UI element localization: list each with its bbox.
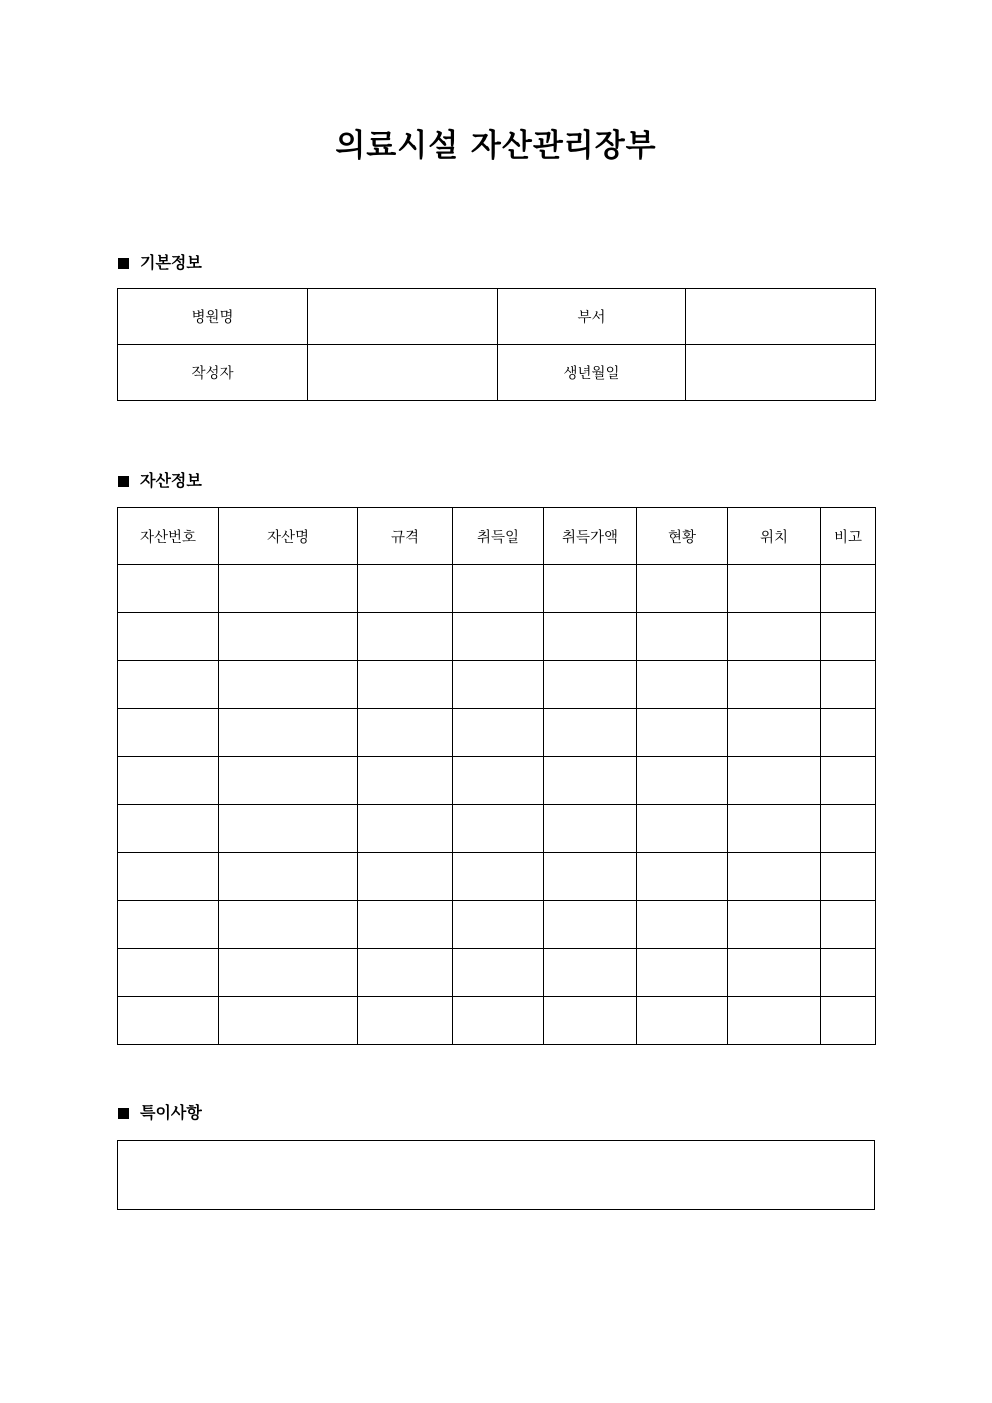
asset-cell[interactable] [358,901,453,949]
asset-cell[interactable] [637,613,728,661]
asset-cell[interactable] [637,805,728,853]
table-row [118,949,876,997]
asset-cell[interactable] [453,805,544,853]
section-heading-label: 특이사항 [140,1103,202,1122]
section-heading-notes [118,1105,202,1121]
square-bullet-icon [118,476,129,487]
asset-cell[interactable] [358,949,453,997]
asset-cell[interactable] [219,661,358,709]
asset-cell[interactable] [637,949,728,997]
table-row [118,709,876,757]
asset-cell[interactable] [118,709,219,757]
asset-cell[interactable] [118,997,219,1045]
asset-cell[interactable] [728,709,821,757]
asset-cell[interactable] [821,613,876,661]
asset-cell[interactable] [728,997,821,1045]
field-birth-date[interactable] [686,345,876,401]
asset-cell[interactable] [219,613,358,661]
asset-cell[interactable] [219,565,358,613]
asset-cell[interactable] [728,661,821,709]
asset-cell[interactable] [219,709,358,757]
asset-cell[interactable] [219,949,358,997]
asset-cell[interactable] [544,709,637,757]
asset-cell[interactable] [821,757,876,805]
asset-cell[interactable] [358,661,453,709]
asset-cell[interactable] [219,757,358,805]
asset-cell[interactable] [219,805,358,853]
asset-cell[interactable] [453,709,544,757]
column-header-remarks: 비고 [821,508,876,565]
notes-textarea[interactable] [117,1140,875,1210]
basic-info-table [117,288,876,401]
square-bullet-icon [118,1108,129,1119]
asset-cell[interactable] [544,949,637,997]
table-row [118,997,876,1045]
asset-cell[interactable] [637,661,728,709]
asset-cell[interactable] [118,853,219,901]
asset-cell[interactable] [358,613,453,661]
table-row [118,757,876,805]
asset-cell[interactable] [118,949,219,997]
asset-cell[interactable] [358,805,453,853]
asset-cell[interactable] [637,997,728,1045]
asset-cell[interactable] [219,997,358,1045]
asset-cell[interactable] [637,709,728,757]
asset-cell[interactable] [544,565,637,613]
label-department: 부서 [498,289,686,345]
label-birth-date: 생년월일 [498,345,686,401]
asset-info-table [117,507,876,1045]
asset-cell[interactable] [728,901,821,949]
asset-cell[interactable] [637,565,728,613]
asset-cell[interactable] [453,565,544,613]
field-department[interactable] [686,289,876,345]
column-header-acquisition-amount: 취득가액 [544,508,637,565]
label-hospital-name: 병원명 [118,289,308,345]
asset-cell[interactable] [821,709,876,757]
table-row [118,613,876,661]
field-hospital-name[interactable] [308,289,498,345]
asset-cell[interactable] [728,565,821,613]
column-header-location: 위치 [728,508,821,565]
asset-cell[interactable] [544,997,637,1045]
asset-cell[interactable] [118,565,219,613]
table-header-row [118,508,876,565]
asset-cell[interactable] [219,853,358,901]
column-header-acquisition-date: 취득일 [453,508,544,565]
column-header-asset-number: 자산번호 [118,508,219,565]
asset-cell[interactable] [358,853,453,901]
asset-cell[interactable] [358,565,453,613]
asset-cell[interactable] [544,757,637,805]
asset-cell[interactable] [728,853,821,901]
table-row [118,805,876,853]
asset-cell[interactable] [118,661,219,709]
asset-cell[interactable] [453,613,544,661]
asset-cell[interactable] [728,757,821,805]
asset-cell[interactable] [544,661,637,709]
field-author[interactable] [308,345,498,401]
asset-cell[interactable] [821,661,876,709]
asset-cell[interactable] [544,613,637,661]
asset-cell[interactable] [118,901,219,949]
section-heading-label: 자산정보 [140,471,202,490]
asset-cell[interactable] [821,853,876,901]
asset-cell[interactable] [358,757,453,805]
table-row [118,901,876,949]
asset-cell[interactable] [453,757,544,805]
asset-cell[interactable] [358,997,453,1045]
section-heading-asset-info [118,473,202,489]
table-row [118,289,876,345]
table-row [118,565,876,613]
asset-cell[interactable] [118,805,219,853]
label-author: 작성자 [118,345,308,401]
asset-cell[interactable] [544,853,637,901]
asset-cell[interactable] [821,949,876,997]
column-header-status: 현황 [637,508,728,565]
asset-cell[interactable] [453,949,544,997]
asset-cell[interactable] [821,901,876,949]
asset-cell[interactable] [637,757,728,805]
asset-cell[interactable] [358,709,453,757]
asset-cell[interactable] [728,805,821,853]
section-heading-basic-info [118,255,202,271]
table-row [118,345,876,401]
asset-cell[interactable] [453,853,544,901]
column-header-asset-name: 자산명 [219,508,358,565]
asset-cell[interactable] [821,805,876,853]
asset-cell[interactable] [453,901,544,949]
asset-cell[interactable] [453,997,544,1045]
table-row [118,661,876,709]
page-title: 의료시설 자산관리장부 [335,128,657,164]
asset-cell[interactable] [728,613,821,661]
square-bullet-icon [118,258,129,269]
column-header-specification: 규격 [358,508,453,565]
asset-cell[interactable] [637,901,728,949]
asset-cell[interactable] [821,997,876,1045]
asset-cell[interactable] [821,565,876,613]
asset-cell[interactable] [219,901,358,949]
asset-cell[interactable] [544,901,637,949]
asset-cell[interactable] [118,613,219,661]
asset-cell[interactable] [453,661,544,709]
asset-cell[interactable] [637,853,728,901]
asset-cell[interactable] [544,805,637,853]
table-row [118,853,876,901]
asset-cell[interactable] [728,949,821,997]
section-heading-label: 기본정보 [140,253,202,272]
asset-cell[interactable] [118,757,219,805]
